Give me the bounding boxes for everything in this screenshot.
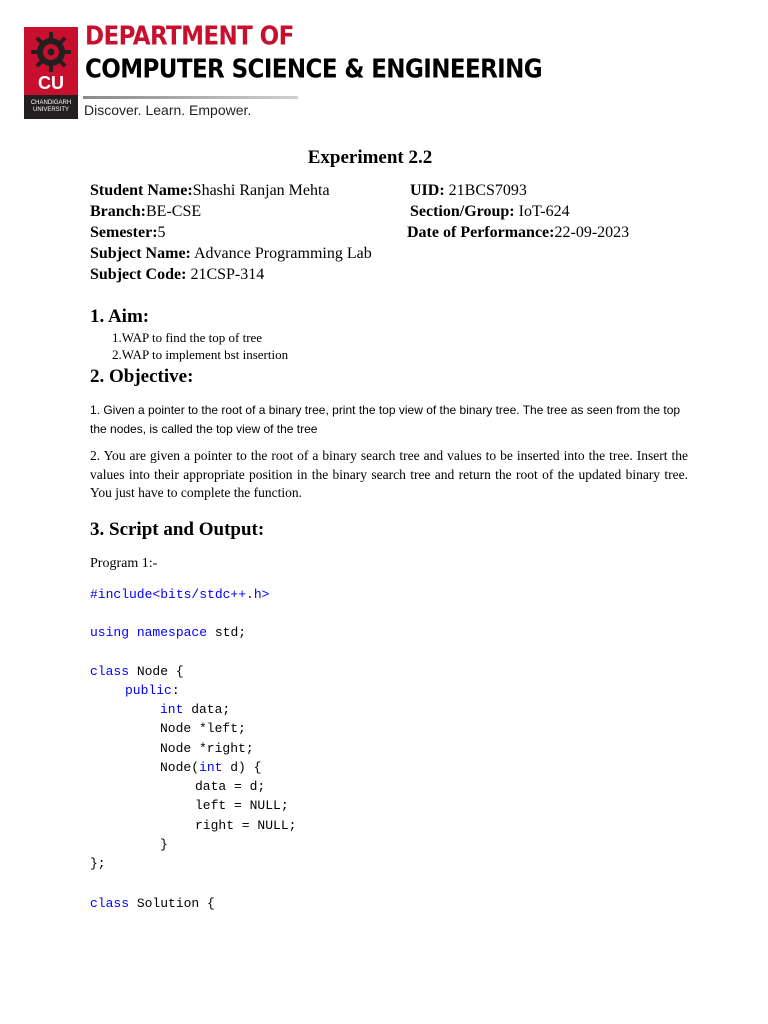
- code-line-left-decl: Node *left;: [160, 721, 246, 736]
- code-line-constructor: [160, 760, 261, 776]
- experiment-title: Experiment 2.2: [307, 147, 433, 168]
- uid-value: 21BCS7093: [444, 182, 527, 199]
- university-logo: [24, 27, 78, 119]
- code-line-assign-data: data = d;: [195, 779, 266, 794]
- subject-code-value: 21CSP-314: [186, 266, 265, 283]
- aim-item-1: 1.WAP to find the top of tree: [112, 330, 263, 345]
- code-class-solution-rest: Solution {: [129, 896, 215, 911]
- code-line-assign-left: left = NULL;: [195, 798, 289, 813]
- code-ctor-end: d) {: [222, 760, 262, 775]
- date-label: Date of Performance:: [407, 224, 555, 241]
- date-value: 22-09-2023: [554, 224, 630, 241]
- objective-paragraph-2: 2. You are given a pointer to the root of a binary search tree and values to be inserted into the tree. Insert the values into their appropriate position in the binary search tree and return the root of the updated binary tree. You just have to complete the function.: [90, 448, 688, 500]
- code-line-right-decl: Node *right;: [160, 741, 254, 756]
- branch-label: Branch:: [90, 203, 146, 220]
- code-namespace-keyword: namespace: [136, 625, 208, 640]
- date-row: [407, 223, 629, 243]
- section-label: Section/Group:: [410, 203, 515, 220]
- semester-row: [90, 223, 166, 243]
- subject-name-value: Advance Programming Lab: [190, 245, 372, 262]
- code-line-data-decl: [160, 702, 230, 718]
- code-line-close-ctor: }: [160, 837, 168, 852]
- semester-label: Semester:: [90, 224, 158, 241]
- logo-subtext-2: UNIVERSITY: [32, 107, 69, 113]
- code-line-assign-right: right = NULL;: [195, 818, 297, 833]
- code-ctor-int-keyword: int: [199, 760, 223, 775]
- subject-name-row: [90, 244, 372, 264]
- logo-subtext-1: CHANDIGARH: [30, 100, 72, 106]
- code-include: #include<bits/stdc++.h>: [90, 587, 270, 602]
- code-line-public: [125, 683, 180, 699]
- gear-emblem-icon: [30, 31, 72, 73]
- code-public-rest: :: [171, 683, 180, 698]
- subject-code-row: [90, 265, 264, 285]
- subject-code-label: Subject Code:: [90, 266, 187, 283]
- code-public-keyword: public: [125, 683, 172, 698]
- aim-heading: 1. Aim:: [90, 306, 150, 327]
- code-line-close-class: };: [90, 856, 106, 871]
- code-using-rest: std;: [207, 625, 247, 640]
- code-data-rest: data;: [183, 702, 231, 717]
- uid-row: [410, 181, 527, 201]
- code-line-class-solution: [90, 896, 215, 912]
- program-label: Program 1:-: [90, 556, 158, 571]
- code-class-solution-keyword: class: [90, 896, 130, 911]
- uid-label: UID:: [410, 182, 445, 199]
- subject-name-label: Subject Name:: [90, 245, 191, 262]
- student-name-value: Shashi Ranjan Mehta: [192, 182, 330, 199]
- script-output-heading: 3. Script and Output:: [90, 519, 265, 540]
- branch-row: [90, 202, 201, 222]
- logo-cu-text: CU: [38, 73, 64, 93]
- student-name-label: Student Name:: [90, 182, 193, 199]
- code-using-keyword: using: [90, 625, 130, 640]
- section-row: [410, 202, 570, 222]
- code-line-include: [90, 587, 269, 603]
- department-title-line2: COMPUTER SCIENCE & ENGINEERING: [85, 55, 543, 85]
- code-class-keyword: class: [90, 664, 130, 679]
- student-name-row: [90, 181, 330, 201]
- tagline: Discover. Learn. Empower.: [84, 102, 252, 118]
- header-divider: [83, 96, 298, 99]
- code-line-using: [90, 625, 246, 641]
- aim-item-2: 2.WAP to implement bst insertion: [112, 347, 289, 362]
- branch-value: BE-CSE: [146, 203, 202, 220]
- code-ctor-start: Node(: [160, 760, 200, 775]
- objective-paragraph-1: 1. Given a pointer to the root of a binary tree, print the top view of the binary tree. The tree as seen from the top the nodes, is called the top view of the tree: [90, 403, 681, 436]
- logo-university-band: [24, 95, 78, 119]
- objective-heading: 2. Objective:: [90, 366, 194, 387]
- semester-value: 5: [157, 224, 166, 241]
- code-int-keyword: int: [160, 702, 184, 717]
- section-value: IoT-624: [514, 203, 570, 220]
- department-title-line1: DEPARTMENT OF: [85, 22, 294, 52]
- code-class-node-rest: Node {: [129, 664, 184, 679]
- code-line-class-node: [90, 664, 184, 680]
